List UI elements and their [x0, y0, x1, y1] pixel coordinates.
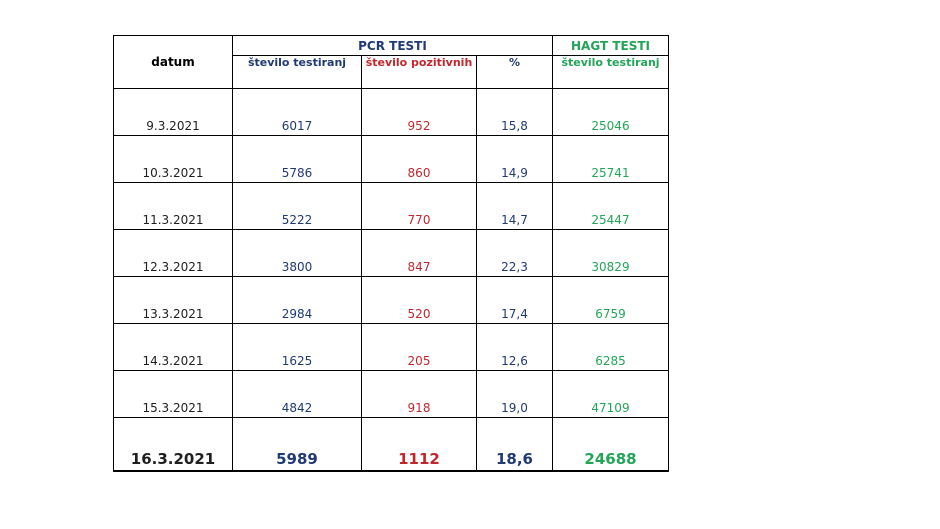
- pcr-tested-header: število testiranj: [233, 56, 362, 89]
- pcr-title: PCR TESTI: [233, 36, 553, 56]
- percent-cell: 19,0: [477, 371, 553, 418]
- percent-cell: 12,6: [477, 324, 553, 371]
- positive-cell: 847: [362, 230, 477, 277]
- percent-cell: 14,9: [477, 136, 553, 183]
- table-row: [114, 371, 669, 418]
- date-cell: 13.3.2021: [114, 277, 233, 324]
- tested-cell: 6017: [233, 89, 362, 136]
- hagt-cell: 25741: [553, 136, 669, 183]
- hagt-tested-header: število testiranj: [553, 56, 669, 89]
- hagt-cell: 47109: [553, 371, 669, 418]
- tested-cell: 4842: [233, 371, 362, 418]
- date-cell: 11.3.2021: [114, 183, 233, 230]
- tested-cell: 1625: [233, 324, 362, 371]
- table-row: [114, 89, 669, 136]
- table-row: [114, 230, 669, 277]
- date-cell: 15.3.2021: [114, 371, 233, 418]
- hagt-title: HAGT TESTI: [553, 36, 669, 56]
- covid-testing-table: [113, 35, 669, 472]
- table-row-latest: [114, 418, 669, 472]
- table-row: [114, 136, 669, 183]
- hagt-cell: 25447: [553, 183, 669, 230]
- table-row: [114, 183, 669, 230]
- date-cell: 16.3.2021: [114, 418, 233, 472]
- tested-cell: 2984: [233, 277, 362, 324]
- hagt-cell: 6759: [553, 277, 669, 324]
- datum-header: datum: [114, 36, 233, 89]
- percent-cell: 17,4: [477, 277, 553, 324]
- positive-cell: 860: [362, 136, 477, 183]
- positive-cell: 520: [362, 277, 477, 324]
- tested-cell: 3800: [233, 230, 362, 277]
- percent-cell: 18,6: [477, 418, 553, 472]
- hagt-cell: 24688: [553, 418, 669, 472]
- percent-cell: 14,7: [477, 183, 553, 230]
- positive-cell: 770: [362, 183, 477, 230]
- tested-cell: 5222: [233, 183, 362, 230]
- pcr-percent-header: %: [477, 56, 553, 89]
- date-cell: 14.3.2021: [114, 324, 233, 371]
- tested-cell: 5989: [233, 418, 362, 472]
- positive-cell: 205: [362, 324, 477, 371]
- positive-cell: 918: [362, 371, 477, 418]
- hagt-cell: 25046: [553, 89, 669, 136]
- table-row: [114, 277, 669, 324]
- pcr-positive-header: število pozitivnih: [362, 56, 477, 89]
- table-row: [114, 324, 669, 371]
- date-cell: 12.3.2021: [114, 230, 233, 277]
- date-cell: 9.3.2021: [114, 89, 233, 136]
- date-cell: 10.3.2021: [114, 136, 233, 183]
- tested-cell: 5786: [233, 136, 362, 183]
- positive-cell: 1112: [362, 418, 477, 472]
- positive-cell: 952: [362, 89, 477, 136]
- percent-cell: 22,3: [477, 230, 553, 277]
- header-row-top: [114, 36, 669, 56]
- hagt-cell: 6285: [553, 324, 669, 371]
- hagt-cell: 30829: [553, 230, 669, 277]
- percent-cell: 15,8: [477, 89, 553, 136]
